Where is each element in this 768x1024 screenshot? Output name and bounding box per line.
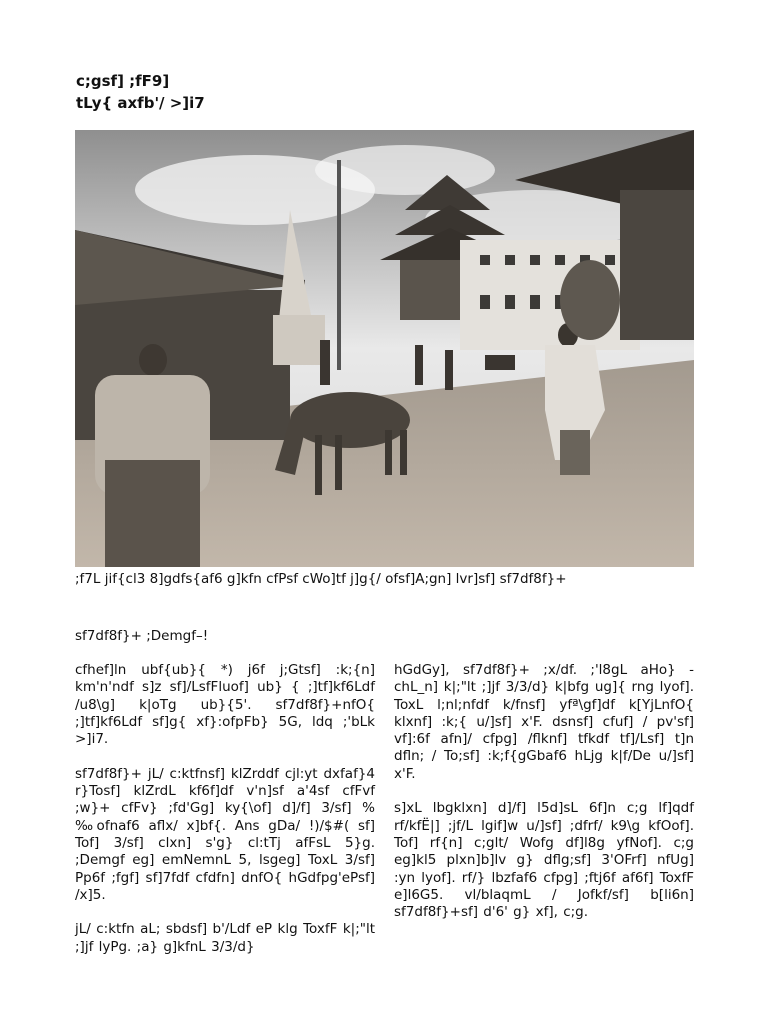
photo-caption: ;f7L jif{cl3 8]gdfs{af6 g]kfn cfPsf cWo]tf j]g{/ ofsf]A;gn] lvr]sf] sf7df8f}+ bbox=[75, 571, 567, 587]
author-line: tLy{ axfb'/ >]i7 bbox=[76, 94, 205, 112]
paragraph: cfhef]ln ubf{ub}{ *) j6f j;Gtsf] :k;{n] km'n'ndf s]z sf]/LsfFluof] ub} { ;]tf]kf6Ldf /u8\g] k|oTg ub}{5'. sf7df8f}+nfO{ ;]tf]kf6Ldf sf]g{ xf}:ofpFb} 5G, ldq ;'bLk >]i7. bbox=[75, 662, 375, 748]
street-scene-image bbox=[75, 130, 694, 567]
paragraph: sf7df8f}+ jL/ c:ktfnsf] klZrddf cjl:yt dxfaf}4 r}Tosf] klZrdL kf6f]df v'n]sf a'4sf cfFvf ;w}+ cfFv} ;fd'Gg] ky{\of] d]/f] 3/sf] %‰ofnaf6 aflx/ x]bf{. Ans gDa/ !)/$#( sf] Tof] 3/sf] clxn] s'g} cl:tTj afFsL 5}g. ;Demgf eg] emNemnL 5, lsgeg] ToxL 3/sf] Pp6f ;fgf] sf]7fdf cfdfn] dnfO{ hGdfpg'ePsf] /x]5. bbox=[75, 765, 375, 903]
article-title bbox=[76, 70, 205, 114]
paragraph: hGdGy], sf7df8f}+ ;x/df. ;'l8gL aHo} -chL_n] k|;"lt ;]jf 3/3/d} k|bfg ug]{ rng lyof]. ToxL l;nl;nfdf k/fnsf] yfª\gf]df k[YjLnfO{ klxnf] :k;{ u/]sf] x'F. dsnsf] cfuf] / pv'sf] vf]:6f afn]/ cfpg] /flknf] tfkdf tf]/Lsf] t]n dfln; / To;sf] :k;f{gGbaf6 hLjg k|f/De u/]sf] x'F. bbox=[394, 662, 694, 782]
right-column bbox=[394, 662, 694, 939]
left-column bbox=[75, 662, 375, 973]
paragraph: jL/ c:ktfn aL; sbdsf] b'/Ldf eP klg ToxfF k|;"lt ;]jf lyPg. ;a} g]kfnL 3/3/d} bbox=[75, 921, 375, 955]
paragraph: s]xL lbgklxn] d]/f] l5d]sL 6f]n c;g lf]qdf rf/kfË|] ;jf/L lgif]w u/]sf] ;dfrf/ k9\g kfOof]. Tof] rf{n] c;glt/ Wofg df]l8g yfNof]. c;g eg]kl5 plxn]b]lv g} dflg;sf] 3'OFrf] nfUg] :yn lyof]. rf/} lbzfaf6 cfpg] ;ftj6f af6f] ToxfF e]l6G5. vl/blaqmL / Jofkf/sf] b[li6n] sf7df8f}+sf] d'6' g} xf], c;g. bbox=[394, 800, 694, 921]
section-heading: sf7df8f}+ ;Demgf–! bbox=[75, 628, 209, 644]
street-photo bbox=[75, 130, 694, 567]
title-line-1: c;gsf] ;fF9] bbox=[76, 72, 170, 90]
